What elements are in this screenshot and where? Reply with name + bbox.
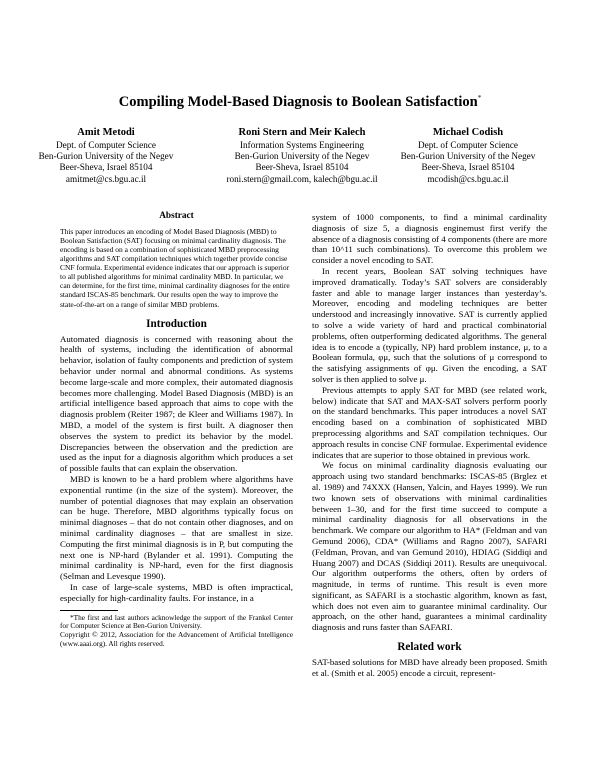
right-paragraph-1: system of 1000 components, to find a minimal cardinality diagnosis of size 5, a diagnosis enginemust first verify the absence of a diagnosis consisting of 4 components (there are more than 10^11 such combinations). To overcome this problem we consider a novel encoding to SAT. bbox=[312, 212, 547, 266]
author-1 bbox=[26, 126, 186, 185]
right-paragraph-3: Previous attempts to apply SAT for MBD (see related work, below) indicate that SAT and MAX-SAT solvers perform poorly on the standard benchmarks. This paper introduces a novel SAT encoding based on a combination of sophisticated MBD preprocessing algorithms and SAT compilation techniques. Our approach results in concise CNF formulae. Experimental evidence indicates that are superior to those obtained in previous work. bbox=[312, 384, 547, 460]
author-2-univ: Ben-Gurion University of the Negev bbox=[234, 151, 370, 162]
author-3-city: Beer-Sheva, Israel 85104 bbox=[421, 162, 515, 173]
right-column bbox=[312, 212, 547, 679]
author-3-email: mcodish@cs.bgu.ac.il bbox=[427, 173, 509, 184]
left-column bbox=[60, 211, 293, 649]
abstract-heading: Abstract bbox=[159, 211, 194, 221]
author-1-city: Beer-Sheva, Israel 85104 bbox=[59, 162, 153, 173]
related-work-paragraph: SAT-based solutions for MBD have already been proposed. Smith et al. (Smith et al. 2005) encode a circuit, represent- bbox=[312, 657, 547, 678]
introduction-heading: Introduction bbox=[146, 317, 207, 330]
author-1-dept: Dept. of Computer Science bbox=[55, 140, 156, 150]
author-2 bbox=[202, 126, 402, 185]
author-2-city: Beer-Sheva, Israel 85104 bbox=[255, 162, 349, 173]
intro-paragraph-2: MBD is known to be a hard problem where algorithms have exponential runtime (in the size of the system). Moreover, the number of potential diagnoses that may explain an observation can be huge. Therefore, MBD algorithms typically focus on minimal diagnoses – that do not contain other diagnoses, and on minimal cardinality diagnoses – that are smallest in size. Computing the first minimal diagnosis is in P, but computing the next one is NP-hard (Bylander et al. 1991). Computing the minimal cardinality is NP-hard, even for the first diagnosis (Selman and Levesque 1990). bbox=[60, 474, 293, 582]
footnote-rule bbox=[60, 610, 118, 611]
author-1-univ: Ben-Gurion University of the Negev bbox=[38, 151, 174, 162]
author-3-name: Michael Codish bbox=[432, 127, 504, 138]
intro-paragraph-1: Automated diagnosis is concerned with reasoning about the health of systems, including the identification of abnormal behavior, isolation of faulty components and prediction of system behavior under normal and abnormal conditions. As systems become large-scale and more complex, their automated diagnosis becomes more challenging. Model Based Diagnosis (MBD) is an artificial intelligence based approach that aims to cope with the diagnosis problem (Reiter 1987; de Kleer and Williams 1987). In MBD, a model of the system is first built. A diagnoser then observes the system to predict its behavior by the model. Discrepancies between the observation and the prediction are used as the input for a diagnosis algorithm which produces a set of possible faults that can explain the observation. bbox=[60, 333, 293, 474]
author-1-name: Amit Metodi bbox=[77, 127, 135, 138]
author-2-email: roni.stern@gmail.com, kalech@bgu.ac.il bbox=[226, 173, 378, 184]
right-paragraph-2: In recent years, Boolean SAT solving techniques have improved dramatically. Today’s SAT solvers are considerably faster and able to manage larger instances than yesterday’s. Moreover, encoding and modeling techniques are better understood and increasingly innovative. SAT is currently applied to solve a wide variety of hard and practical combinatorial problems, often outperforming dedicated algorithms. The general idea is to encode a (typically, NP) hard problem instance, μ, to a Boolean formula, φμ, such that the solutions of μ correspond to the satisfying assignments of φμ. Given the encoding, a SAT solver is then applied to solve μ. bbox=[312, 265, 547, 384]
author-3-dept: Dept. of Computer Science bbox=[417, 140, 518, 150]
related-work-heading: Related work bbox=[397, 641, 462, 654]
author-3-univ: Ben-Gurion University of the Negev bbox=[400, 151, 536, 162]
author-2-name: Roni Stern and Meir Kalech bbox=[238, 127, 366, 138]
abstract-text: This paper introduces an encoding of Model Based Diagnosis (MBD) to Boolean Satisfaction (SAT) focusing on minimal cardinality diagnosis. The encoding is based on a combination of sophisticated MBD preprocessing algorithms and SAT compilation techniques which together provide concise CNF formula. Experimental evidence indicates that our approach is superior to all published algorithms for minimal cardinality MBD. In particular, we can determine, for the first time, minimal cardinality diagnoses for the entire standard ISCAS-85 benchmark. Our results open the way to improve the state-of-the-art on a range of similar MBD problems. bbox=[60, 226, 290, 309]
acknowledgement-footnote: *The first and last authors acknowledge the support of the Frankel Center for Computer Science at Ben-Gurion University. bbox=[60, 612, 293, 631]
author-2-dept: Information Systems Engineering bbox=[239, 140, 364, 150]
author-1-email: amitmet@cs.bgu.ac.il bbox=[65, 173, 147, 184]
copyright-notice: Copyright © 2012, Association for the Advancement of Artificial Intelligence (www.aaai.org). All rights reserved. bbox=[60, 630, 293, 648]
intro-paragraph-3: In case of large-scale systems, MBD is often impractical, especially for high-cardinality faults. For instance, in a bbox=[60, 581, 293, 603]
title-footnote-mark: * bbox=[477, 94, 482, 102]
author-3 bbox=[388, 126, 548, 185]
paper-title: Compiling Model-Based Diagnosis to Boolean Satisfaction* bbox=[118, 94, 482, 110]
right-paragraph-4: We focus on minimal cardinality diagnosis evaluating our approach using two standard benchmarks: ISCAS-85 (Brglez et al. 1989) and 74XXX (Hansen, Yalcin, and Hayes 1999). We run two known sets of observations with minimal cardinalities between 1–30, and for the first time succeed to compute a minimal cardinality diagnosis for all observations in the benchmark. We compare our algorithm to HA* (Feldman and van Gemund 2006), CDA* (Williams and Ragno 2007), SAFARI (Feldman, Provan, and van Gemund 2010), HDIAG (Siddiqi and Huang 2007) and DCAS (Siddiqi 2011). Results are unequivocal. Our algorithm outperforms the others, often by orders of magnitude, in terms of runtime. This result is even more significant, as SAFARI is a stochastic algorithm, known as fast, which does not even aim to guarantee minimal cardinality. Our approach, on the other hand, guarantees a minimal cardinality diagnosis and runs faster than SAFARI. bbox=[312, 460, 547, 633]
